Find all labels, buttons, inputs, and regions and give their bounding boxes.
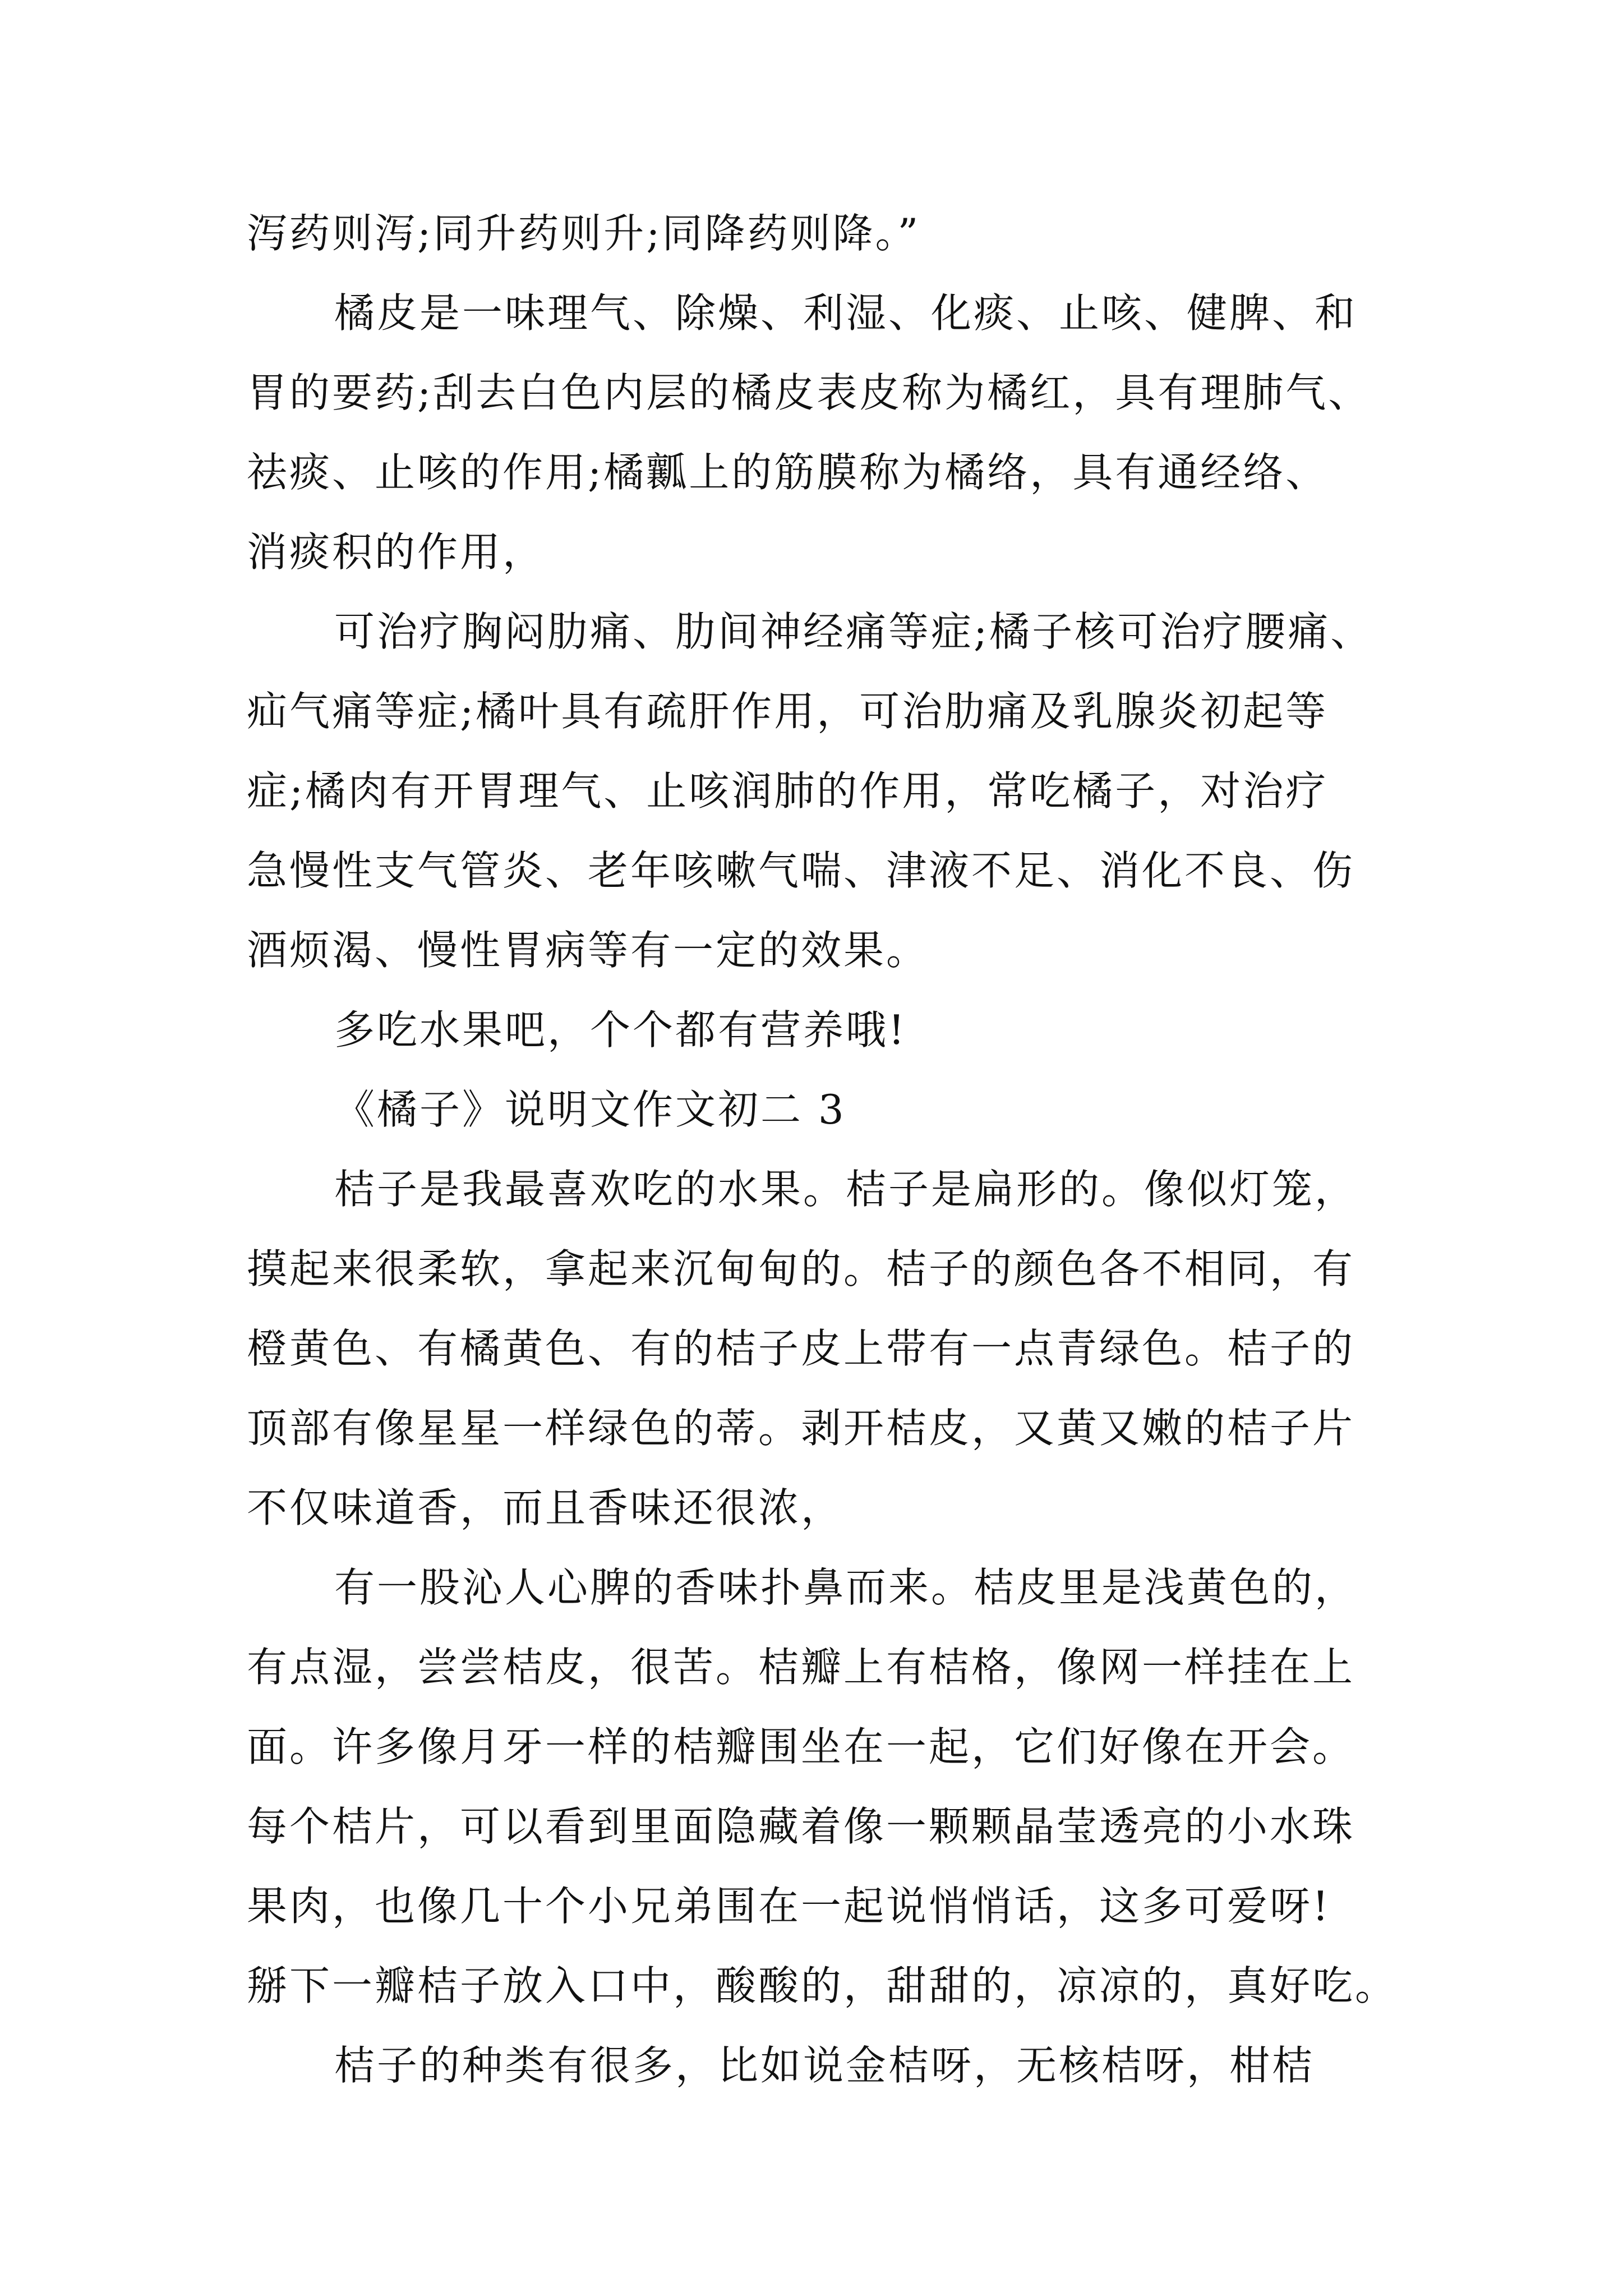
text-line: 祛痰、止咳的作用;橘瓤上的筋膜称为橘络，具有通经络、 bbox=[247, 449, 1329, 496]
text-line: 每个桔片，可以看到里面隐藏着像一颗颗晶莹透亮的小水珠 bbox=[247, 1803, 1355, 1850]
text-line: 有一股沁人心脾的香味扑鼻而来。桔皮里是浅黄色的， bbox=[334, 1564, 1358, 1611]
document-body bbox=[247, 194, 1398, 2105]
text-line: 橘皮是一味理气、除燥、利湿、化痰、止咳、健脾、和 bbox=[334, 289, 1358, 337]
text-line: 急慢性支气管炎、老年咳嗽气喘、津液不足、消化不良、伤 bbox=[247, 847, 1355, 894]
text-line: 橙黄色、有橘黄色、有的桔子皮上带有一点青绿色。桔子的 bbox=[247, 1325, 1355, 1372]
text-line: 疝气痛等症;橘叶具有疏肝作用，可治肋痛及乳腺炎初起等 bbox=[247, 688, 1329, 735]
text-line: 泻药则泻;同升药则升;同降药则降。” bbox=[247, 210, 921, 257]
text-line: 症;橘肉有开胃理气、止咳润肺的作用，常吃橘子，对治疗 bbox=[247, 767, 1329, 815]
section-heading: 《橘子》说明文作文初二 3 bbox=[334, 1086, 846, 1133]
text-line: 酒烦渴、慢性胃病等有一定的效果。 bbox=[247, 927, 929, 974]
text-line: 桔子是我最喜欢吃的水果。桔子是扁形的。像似灯笼， bbox=[334, 1166, 1358, 1213]
text-line: 不仅味道香，而且香味还很浓， bbox=[247, 1484, 844, 1531]
text-line: 有点湿，尝尝桔皮，很苦。桔瓣上有桔格，像网一样挂在上 bbox=[247, 1644, 1355, 1691]
text-line: 果肉，也像几十个小兄弟围在一起说悄悄话，这多可爱呀! bbox=[247, 1883, 1331, 1930]
text-line: 消痰积的作用， bbox=[247, 528, 546, 576]
text-line: 桔子的种类有很多，比如说金桔呀，无核桔呀，柑桔 bbox=[334, 2042, 1315, 2089]
text-line: 顶部有像星星一样绿色的蒂。剥开桔皮，又黄又嫩的桔子片 bbox=[247, 1405, 1355, 1452]
text-line: 掰下一瓣桔子放入口中，酸酸的，甜甜的，凉凉的，真好吃。 bbox=[247, 1962, 1398, 2009]
text-line: 可治疗胸闷肋痛、肋间神经痛等症;橘子核可治疗腰痛、 bbox=[334, 608, 1373, 655]
text-line: 多吃水果吧，个个都有营养哦! bbox=[334, 1006, 907, 1053]
text-line: 摸起来很柔软，拿起来沉甸甸的。桔子的颜色各不相同，有 bbox=[247, 1245, 1355, 1292]
text-line: 胃的要药;刮去白色内层的橘皮表皮称为橘红，具有理肺气、 bbox=[247, 369, 1371, 416]
text-line: 面。许多像月牙一样的桔瓣围坐在一起，它们好像在开会。 bbox=[247, 1723, 1355, 1770]
